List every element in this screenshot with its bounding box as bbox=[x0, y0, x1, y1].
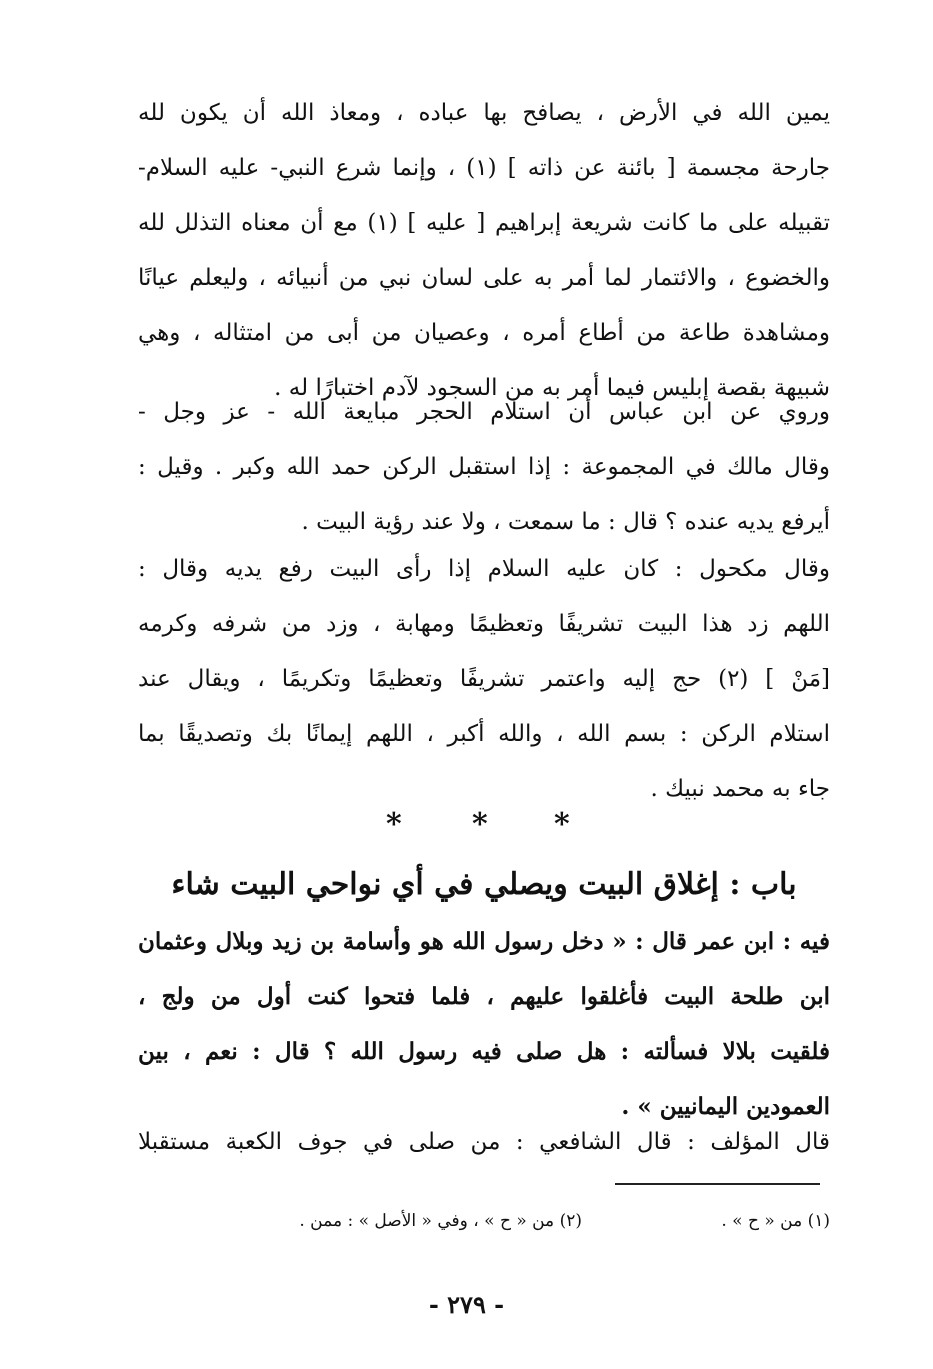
separator-star: * bbox=[554, 807, 570, 842]
text-line: [مَنْ ] (٢) حج إليه واعتمر تشريفًا وتعظيمًا وتكريمًا ، ويقال عند bbox=[138, 666, 830, 692]
text-line: فيه : ابن عمر قال : « دخل رسول الله هو وأسامة بن زيد وبلال وعثمان bbox=[138, 928, 830, 955]
text-line: فلقيت بلالا فسألته : هل صلى فيه رسول الله ؟ قال : نعم ، بين bbox=[138, 1038, 830, 1065]
section-separator bbox=[0, 805, 933, 845]
text-line: جاء به محمد نبيك . bbox=[650, 776, 830, 802]
paragraph-5 bbox=[138, 1115, 830, 1170]
text-line: وقال مكحول : كان عليه السلام إذا رأى البيت رفع يديه وقال : bbox=[138, 556, 830, 582]
text-line: اللهم زد هذا البيت تشريفًا وتعظيمًا ومهابة ، وزد من شرفه وكرمه bbox=[138, 611, 830, 637]
text-line: جارحة مجسمة [ بائنة عن ذاته ] (١) ، وإنما شرع النبي- عليه السلام- bbox=[138, 155, 830, 181]
footnotes bbox=[138, 1203, 830, 1239]
text-line: ومشاهدة طاعة من أطاع أمره ، وعصيان من أبى من امتثاله ، وهي bbox=[138, 320, 830, 346]
page-number: - ٢٧٩ - bbox=[428, 1290, 505, 1319]
text-line: استلام الركن : بسم الله ، والله أكبر ، اللهم إيمانًا بك وتصديقًا بما bbox=[138, 721, 830, 747]
text-line: قال المؤلف : قال الشافعي : من صلى في جوف الكعبة مستقبلا bbox=[138, 1129, 830, 1155]
text-line: والخضوع ، والائتمار لما أمر به على لسان نبي من أنبيائه ، وليعلم عيانًا bbox=[138, 265, 830, 291]
paragraph-1 bbox=[138, 86, 830, 416]
text-line: وروي عن ابن عباس أن استلام الحجر مبايعة الله - عز وجل - bbox=[138, 399, 830, 425]
paragraph-2 bbox=[138, 385, 830, 550]
paragraph-3 bbox=[138, 542, 830, 817]
text-line: تقبيله على ما كانت شريعة إبراهيم [ عليه ] (١) مع أن معناه التذلل لله bbox=[138, 210, 830, 236]
text-line: يمين الله في الأرض ، يصافح بها عباده ، ومعاذ الله أن يكون لله bbox=[138, 100, 830, 126]
footnote-2: (٢) من « ح » ، وفي « الأصل » : ممن . bbox=[299, 1211, 582, 1231]
text-line: أيرفع يديه عنده ؟ قال : ما سمعت ، ولا عند رؤية البيت . bbox=[301, 509, 830, 535]
separator-star: * bbox=[386, 807, 402, 842]
paragraph-4 bbox=[138, 914, 830, 1134]
text-line: شبيهة بقصة إبليس فيما أمر به من السجود لآدم اختبارًا له . bbox=[274, 375, 830, 401]
text-line: وقال مالك في المجموعة : إذا استقبل الركن حمد الله وكبر . وقيل : bbox=[138, 454, 830, 480]
chapter-title: باب : إغلاق البيت ويصلي في أي نواحي البيت شاء bbox=[171, 867, 797, 902]
text-line: العمودين اليمانيين » . bbox=[621, 1093, 830, 1120]
footnote-1: (١) من « ح » . bbox=[721, 1211, 830, 1231]
text-line: ابن طلحة البيت فأغلقوا عليهم ، فلما فتحوا كنت أول من ولج ، bbox=[138, 983, 830, 1010]
separator-star: * bbox=[472, 807, 488, 842]
footnote-divider bbox=[615, 1183, 820, 1185]
